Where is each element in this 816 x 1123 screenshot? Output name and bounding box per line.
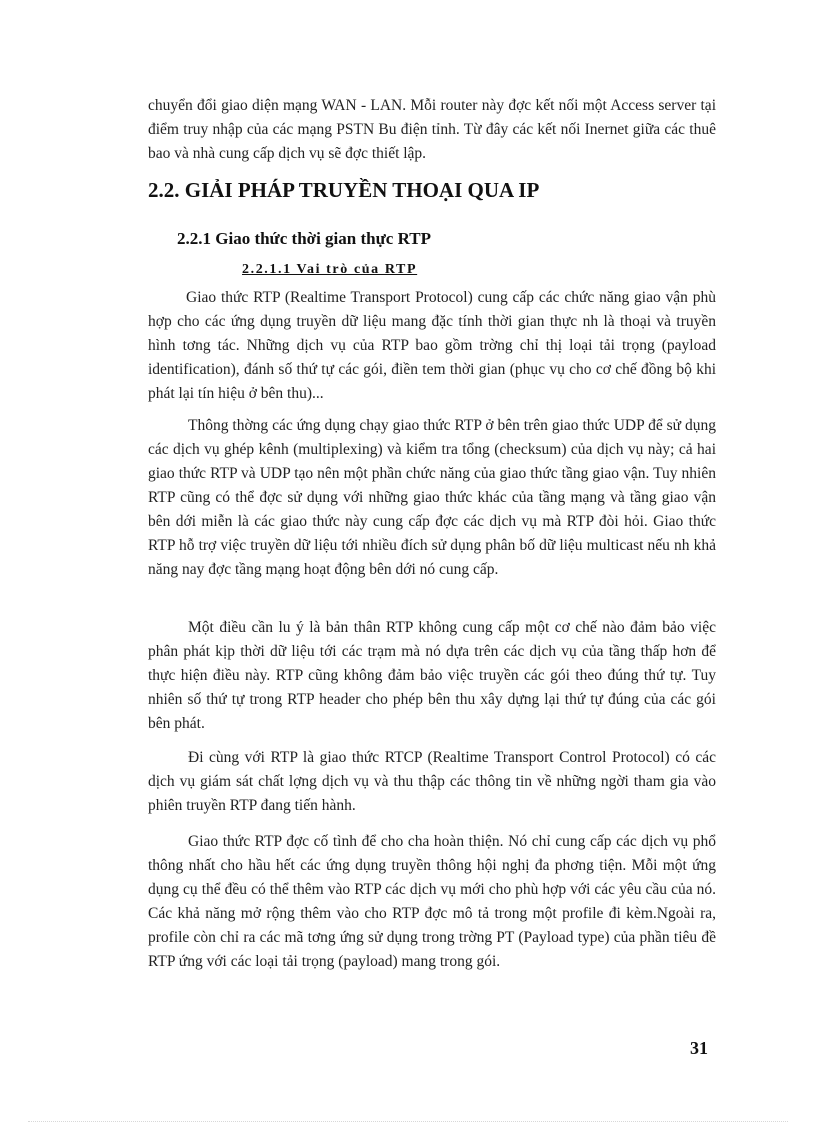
section-heading: 2.2. GIẢI PHÁP TRUYỀN THOẠI QUA IP [148,178,540,202]
paragraph-block-1 [148,286,716,406]
paragraph-rtp-udp: Thông thờng các ứng dụng chạy giao thức RTP ở bên trên giao thức UDP để sử dụng các dịch vụ ghép kênh (multiplexing) và kiểm tra tổng (checksum) của dịch vụ này; cả hai giao thức RTP và UDP tạo nên một phần chức năng của giao thức tầng giao vận. Tuy nhiên RTP cũng có thể đợc sử dụng với những giao thức khác của tầng mạng và tầng giao vận bên dới miễn là các giao thức này cung cấp đợc các dịch vụ mà RTP đòi hỏi. Giao thức RTP hỗ trợ việc truyền dữ liệu tới nhiều đích sử dụng phân bố dữ liệu multicast nếu nh khả năng nay đợc tầng mạng hoạt động bên dới nó cung cấp. [148,417,716,578]
paragraph-block-2 [148,414,716,582]
page-bottom-divider [28,1121,788,1122]
subsubsection-heading: 2.2.1.1 Vai trò của RTP [242,262,418,277]
intro-paragraph-block [148,94,716,166]
page-number: 31 [690,1038,708,1058]
paragraph-rtcp: Đi cùng với RTP là giao thức RTCP (Realtime Transport Control Protocol) có các dịch vụ giám sát chất lợng dịch vụ và thu thập các thông tin về những ngời tham gia vào phiên truyền RTP đang tiến hành. [148,749,716,814]
paragraph-rtp-profile: Giao thức RTP đợc cố tình để cho cha hoàn thiện. Nó chỉ cung cấp các dịch vụ phổ thông nhất cho hầu hết các ứng dụng truyền thông hội nghị đa phơng tiện. Mỗi một ứng dụng cụ thể đều có thể thêm vào RTP các dịch vụ mới cho phù hợp với các yêu cầu của nó. Các khả năng mở rộng thêm vào cho RTP đợc mô tả trong một profile đi kèm.Ngoài ra, profile còn chỉ ra các mã tơng ứng sử dụng trong trờng PT (Payload type) của phần tiêu đề RTP ứng với các loại tải trọng (payload) mang trong gói. [148,833,716,970]
paragraph-block-4 [148,746,716,818]
paragraph-rtp-delivery: Một điều cần lu ý là bản thân RTP không cung cấp một cơ chế nào đảm bảo việc phân phát kịp thời dữ liệu tới các trạm mà nó dựa trên các dịch vụ của tầng thấp hơn để thực hiện điều này. RTP cũng không đảm bảo việc truyền các gói theo đúng thứ tự. Tuy nhiên số thứ tự trong RTP header cho phép bên thu xây dựng lại thứ tự đúng của các gói bên phát. [148,619,716,732]
subsection-heading: 2.2.1 Giao thức thời gian thực RTP [177,229,432,248]
paragraph-block-5 [148,830,716,974]
paragraph-block-3 [148,616,716,736]
intro-paragraph: chuyển đổi giao diện mạng WAN - LAN. Mỗi router này đợc kết nối một Access server tại điểm truy nhập của các mạng PSTN Bu điện tỉnh. Từ đây các kết nối Inernet giữa các thuê bao và nhà cung cấp dịch vụ sẽ đợc thiết lập. [148,97,716,162]
paragraph-rtp-overview: Giao thức RTP (Realtime Transport Protocol) cung cấp các chức năng giao vận phù hợp cho các ứng dụng truyền dữ liệu mang đặc tính thời gian thực nh là thoại và truyền hình tơng tác. Những dịch vụ của RTP bao gồm trờng chỉ thị loại tải trọng (payload identification), đánh số thứ tự các gói, điền tem thời gian (phục vụ cho cơ chế đồng bộ khi phát lại tín hiệu ở bên thu)... [148,289,716,402]
